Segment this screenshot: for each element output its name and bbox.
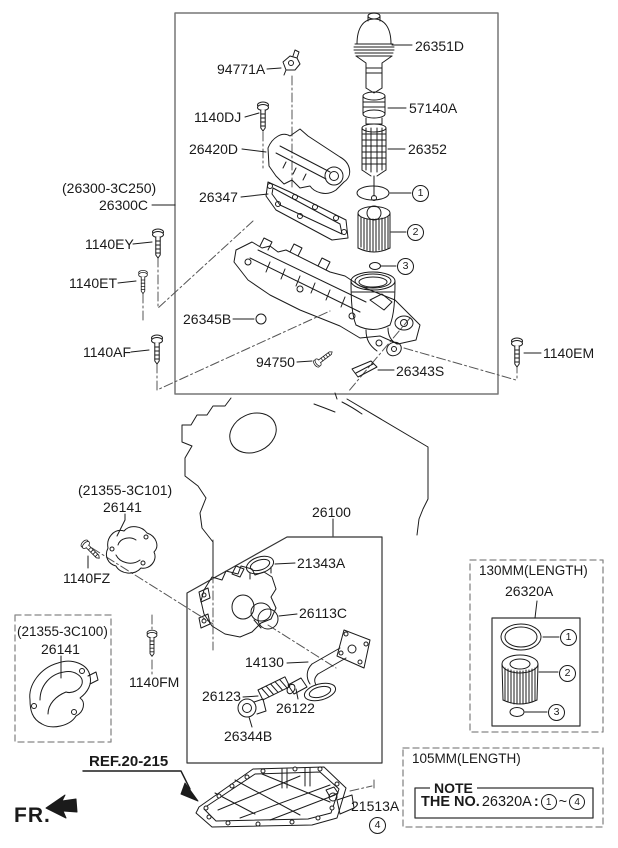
label-26100: 26100: [312, 504, 351, 520]
note-text-separator: :: [533, 794, 539, 810]
engine-block-outline: [182, 393, 428, 576]
bolt-1140fz-drawing: [80, 539, 103, 562]
filter-bracket-drawing: [234, 238, 420, 344]
label-26300c: 26300C: [99, 197, 149, 213]
label-21513a: 21513A: [351, 798, 400, 814]
kit-callout-2: 2: [559, 665, 576, 682]
label-26347: 26347: [199, 189, 238, 205]
label-group-26300-3c250: (26300-3C250): [62, 180, 157, 196]
label-26141-a: 26141: [103, 499, 142, 515]
fr-direction-label: FR.: [14, 804, 51, 827]
label-26344b: 26344B: [224, 728, 273, 744]
label-94771a: 94771A: [217, 61, 266, 77]
filter-cap-drawing: [354, 13, 394, 93]
label-26343s: 26343S: [396, 363, 445, 379]
callout-3: 3: [397, 258, 414, 275]
leader-lines: [61, 45, 559, 727]
cooler-cover-drawing: [268, 129, 350, 193]
filter-element-drawing: [358, 206, 390, 252]
label-26420d: 26420D: [189, 141, 239, 157]
wedge-26343s-drawing: [352, 361, 377, 377]
note-range-tilde: ~: [558, 794, 568, 810]
kit-callout-3: 3: [548, 704, 565, 721]
label-57140a: 57140A: [409, 100, 458, 116]
note-text-part: 26320A: [481, 794, 532, 810]
clamp-drawing: [283, 50, 300, 75]
label-26122: 26122: [276, 700, 315, 716]
note-legend: NOTE: [430, 780, 477, 796]
pin-26345b-drawing: [256, 314, 266, 324]
oil-pump-drawing: [199, 553, 278, 637]
label-group-21355-3c101: (21355-3C101): [78, 482, 173, 498]
label-1140et: 1140ET: [69, 275, 117, 291]
note-panel-length-title: 105MM(LENGTH): [412, 751, 521, 766]
label-26123: 26123: [202, 688, 241, 704]
label-1140fm: 1140FM: [129, 674, 180, 690]
label-94750: 94750: [256, 354, 295, 370]
bolt-1140dj-drawing: [258, 102, 269, 131]
cover-26141b-drawing: [30, 661, 98, 727]
ref-arrow: [83, 771, 198, 801]
label-26113c: 26113C: [299, 605, 348, 621]
cover-26141a-drawing: [106, 527, 156, 573]
label-26141-b: 26141: [41, 641, 80, 657]
relief-plug-drawing: [238, 699, 266, 717]
callout-2: 2: [407, 224, 424, 241]
note-text-bold: THE NO.: [421, 794, 480, 810]
bolt-1140et-drawing: [139, 270, 148, 293]
label-21343a: 21343A: [297, 555, 346, 571]
oil-pan-drawing: [196, 767, 354, 827]
label-26352: 26352: [408, 141, 447, 157]
note-range-from-callout: 1: [541, 794, 557, 810]
filter-kit-length-title: 130MM(LENGTH): [479, 563, 588, 578]
relief-valve-drawing: [363, 92, 385, 124]
callout-4: 4: [369, 817, 386, 834]
oring-large-drawing: [357, 186, 389, 200]
bolt-1140af-drawing: [152, 335, 163, 364]
kit-callout-1: 1: [560, 629, 577, 646]
label-26320a: 26320A: [505, 583, 554, 599]
label-1140em: 1140EM: [543, 345, 595, 361]
ref-20-215-link: REF.20-215: [89, 753, 169, 770]
oil-pressure-switch-drawing: [312, 349, 334, 369]
note-range-to-callout: 4: [569, 794, 585, 810]
filter-kit-drawing: [501, 624, 541, 717]
bolt-1140fm-drawing: [147, 630, 157, 656]
label-14130: 14130: [245, 654, 284, 670]
label-1140dj: 1140DJ: [194, 109, 242, 125]
label-1140af: 1140AF: [83, 344, 131, 360]
relief-plunger-drawing: [285, 678, 307, 695]
label-26345b: 26345B: [183, 311, 232, 327]
bolt-1140ey-drawing: [153, 229, 164, 258]
oil-pump-box: [187, 537, 382, 763]
label-group-21355-3c100: (21355-3C100): [17, 624, 108, 639]
relief-spring-drawing: [258, 677, 290, 700]
label-1140ey: 1140EY: [85, 236, 134, 252]
callout-1: 1: [412, 185, 429, 202]
label-1140fz: 1140FZ: [63, 570, 111, 586]
note-text: [421, 794, 585, 810]
oring-small-drawing: [370, 263, 381, 270]
bolt-1140em-drawing: [512, 338, 523, 367]
label-26351d: 26351D: [415, 38, 465, 54]
oil-strainer-drawing: [302, 630, 370, 704]
oil-screen-drawing: [362, 124, 386, 201]
